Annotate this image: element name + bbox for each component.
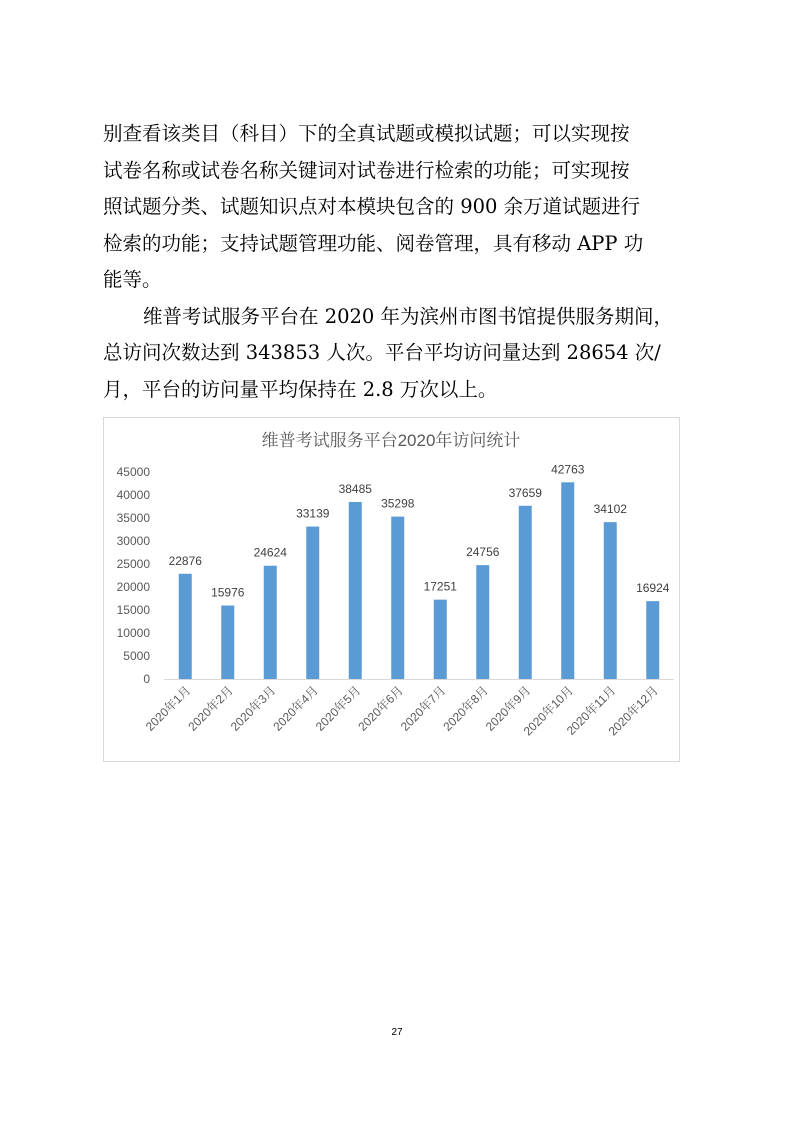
x-tick-label: 2020年4月 [270, 683, 321, 734]
bar [604, 522, 617, 679]
y-tick-label: 20000 [116, 580, 150, 594]
text-line: 维普考试服务平台在 2020 年为滨州市图书馆提供服务期间， [143, 304, 674, 328]
text-line: 月，平台的访问量平均保持在 2.8 万次以上。 [103, 377, 498, 401]
bar-value-label: 42763 [551, 462, 585, 477]
bar [221, 606, 234, 679]
bar-value-label: 15976 [211, 585, 245, 600]
bar [561, 482, 574, 679]
y-tick-label: 35000 [116, 511, 150, 525]
x-tick-label: 2020年11月 [563, 683, 619, 738]
x-axis [142, 680, 674, 739]
chart-svg [104, 418, 679, 761]
y-tick-label: 40000 [116, 488, 150, 502]
y-tick-label: 45000 [116, 465, 150, 479]
chart-title: 维普考试服务平台2020年访问统计 [261, 431, 521, 450]
y-tick-label: 25000 [116, 557, 150, 571]
bar-labels [169, 462, 670, 599]
x-tick-label: 2020年2月 [185, 683, 236, 734]
y-tick-label: 10000 [116, 626, 150, 640]
bars [179, 482, 660, 679]
bar-value-label: 35298 [381, 496, 415, 511]
bar [646, 601, 659, 679]
x-tick-label: 2020年6月 [355, 683, 406, 734]
bar-value-label: 24756 [466, 545, 500, 560]
y-axis [117, 465, 151, 686]
bar [349, 502, 362, 679]
text-line: 别查看该类目（科目）下的全真试题或模拟试题；可以实现按 [103, 122, 630, 145]
text-line: 试卷名称或试卷名称关键词对试卷进行检索的功能；可实现按 [103, 158, 630, 182]
paragraph-2 [103, 299, 693, 409]
bar-value-label: 16924 [636, 581, 670, 596]
text-line: 能等。 [103, 268, 162, 291]
x-tick-label: 2020年9月 [482, 683, 534, 734]
text-line: 检索的功能；支持试题管理功能、阅卷管理，具有移动 APP 功 [103, 231, 644, 255]
x-tick-label: 2020年1月 [142, 683, 194, 734]
bar-value-label: 38485 [338, 481, 372, 496]
bar-value-label: 17251 [423, 579, 457, 594]
x-tick-label: 2020年10月 [520, 683, 576, 739]
y-tick-label: 30000 [116, 534, 150, 548]
bar-value-label: 24624 [253, 545, 287, 560]
bar-value-label: 33139 [296, 506, 330, 521]
body-text [103, 116, 693, 408]
y-tick-label: 5000 [123, 649, 150, 663]
bar [519, 506, 532, 679]
x-tick-label: 2020年7月 [397, 683, 449, 734]
bar [264, 566, 277, 679]
text-line: 总访问次数达到 343853 人次。平台平均访问量达到 28654 次/ [103, 341, 661, 364]
paragraph-1 [103, 116, 693, 299]
x-tick-label: 2020年8月 [440, 683, 491, 734]
text-line: 照试题分类、试题知识点对本模块包含的 900 余万道试题进行 [103, 195, 641, 218]
bar-value-label: 37659 [508, 485, 542, 500]
x-tick-label: 2020年12月 [605, 683, 661, 739]
bar-value-label: 34102 [593, 502, 627, 517]
x-tick-label: 2020年5月 [312, 683, 364, 734]
bar [179, 574, 192, 679]
y-tick-label: 15000 [116, 603, 150, 617]
page-number: 27 [391, 1027, 403, 1038]
bar [391, 517, 404, 679]
bar [434, 600, 447, 679]
bar-value-label: 22876 [168, 553, 202, 568]
visits-chart [103, 417, 680, 762]
x-tick-label: 2020年3月 [227, 683, 279, 734]
bar [476, 565, 489, 679]
bar [306, 527, 319, 679]
y-tick-label: 0 [143, 672, 150, 686]
